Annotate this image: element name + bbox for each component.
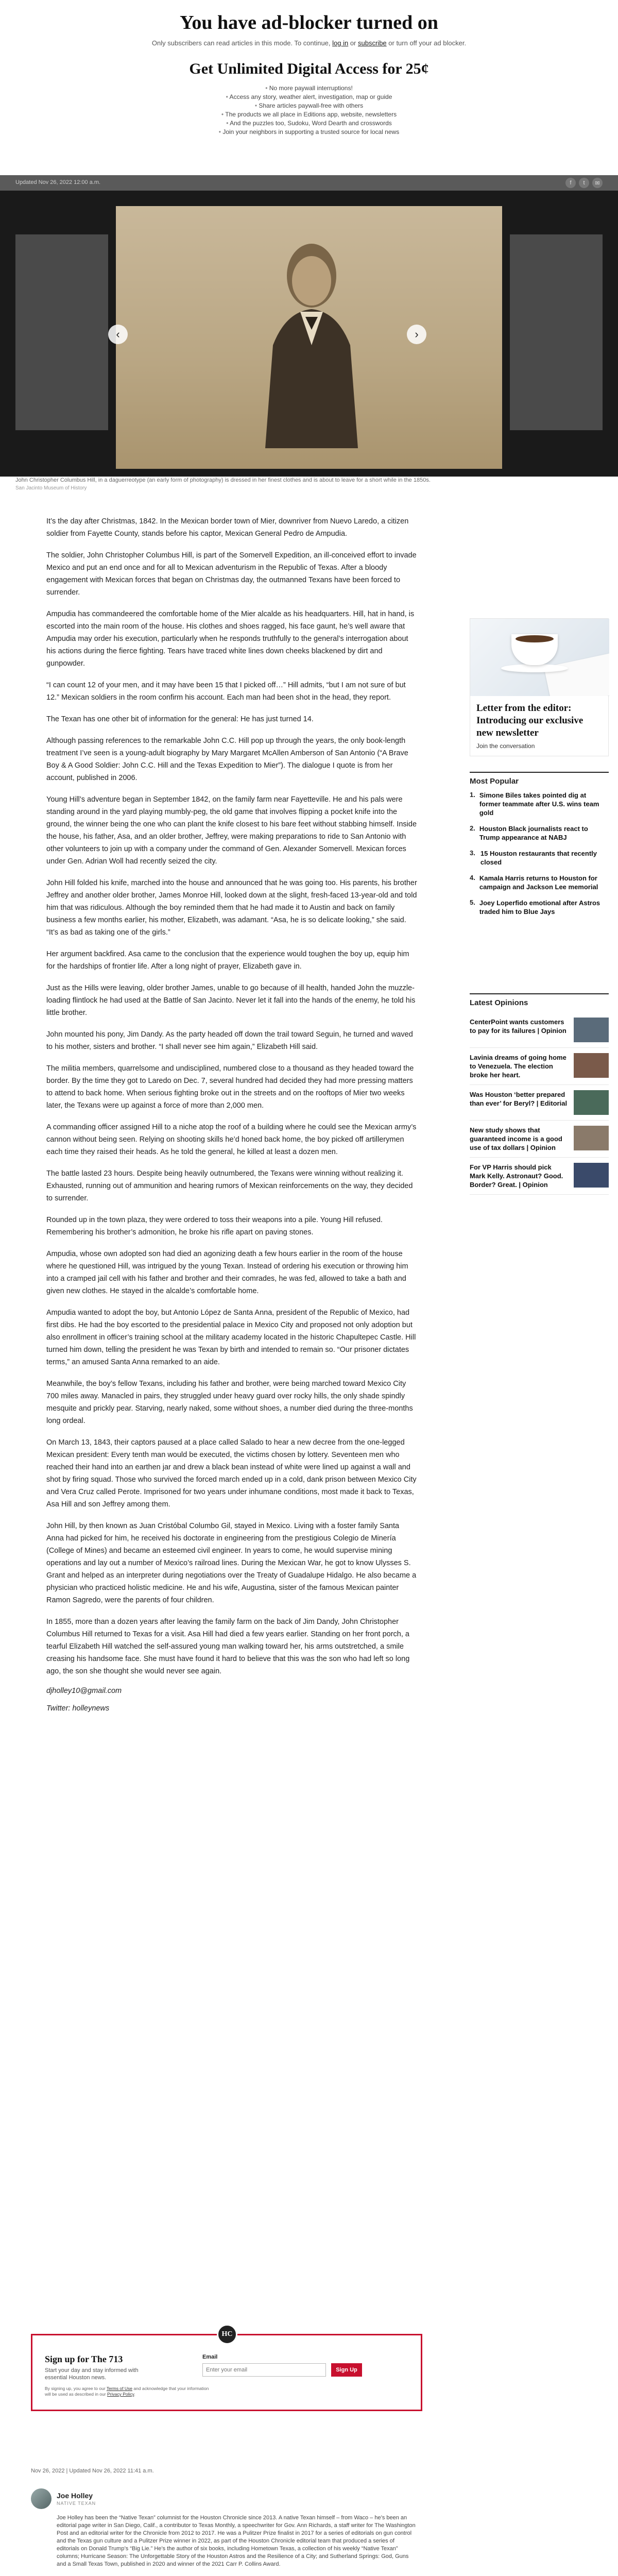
latest-opinion-title[interactable]: Lavinia dreams of going home to Venezuela. The election broke her heart. xyxy=(470,1054,566,1079)
article-paragraph: Ampudia wanted to adopt the boy, but Antonio López de Santa Anna, president of the Republic of Mexico, had first dibs. He had the boy escorted to the presidential palace in Mexico City and proposed not only adoption but also enrollment in officer’s training school at the military academy located in the historic Chapultepec Castle. Hill turned him down, telling the president he was Texan by birth and intended to remain so. “Our prisoner dictates terms,” an amused Santa Anna remarked to an aide. xyxy=(46,1309,416,1366)
opinion-thumbnail[interactable] xyxy=(574,1090,609,1115)
adblock-subtext: Only subscribers can read articles in this mode. To continue, log in or subscribe or turn off your ad blocker. xyxy=(151,39,467,47)
facebook-icon[interactable]: f xyxy=(565,178,576,188)
newsletter-heading: Sign up for The 713 xyxy=(45,2354,123,2364)
opinion-thumbnail[interactable] xyxy=(574,1163,609,1188)
privacy-link[interactable]: Privacy Policy xyxy=(107,2392,134,2397)
signup-button[interactable]: Sign Up xyxy=(331,2363,362,2377)
author-avatar xyxy=(31,2488,52,2509)
perk-item: • Share articles paywall-free with others xyxy=(0,101,618,110)
opinion-thumbnail[interactable] xyxy=(574,1053,609,1078)
popular-title[interactable]: Kamala Harris returns to Houston for campaign and Jackson Lee memorial xyxy=(479,874,598,891)
opinion-thumbnail[interactable] xyxy=(574,1126,609,1150)
editor-letter-promo[interactable] xyxy=(470,618,609,756)
carousel-next-button[interactable]: › xyxy=(407,325,426,344)
subscribe-link[interactable]: subscribe xyxy=(358,39,387,47)
popular-title[interactable]: Houston Black journalists react to Trump appearance at NABJ xyxy=(479,825,588,841)
article-paragraph: Ampudia has commandeered the comfortable home of the Mier alcalde as his headquarters. Hill, hat in hand, is escorted into the main room of the house. His clothes and shoes ragged, his face gaunt, he’s well aware that Ampudia may order his execution, particularly when he responds truthfully to the general’s interrogation about his actions during the fierce fighting. Tears have traced white lines down cheeks blackened by dirt and gunpowder. xyxy=(46,610,415,668)
offer-heading: Get Unlimited Digital Access for 25¢ xyxy=(189,60,429,77)
photo-carousel xyxy=(0,191,618,477)
prev-slide-preview xyxy=(15,234,108,430)
popular-rank: 2. xyxy=(470,824,475,832)
latest-opinions-list xyxy=(470,1012,609,1195)
portrait-illustration xyxy=(245,227,379,448)
photo-caption: John Christopher Columbus Hill, in a daguerreotype (an early form of photography) is dressed in her finest clothes and is about to leave for a short while in the 1850s. San Jacinto Museum of History xyxy=(15,477,448,492)
article-paragraph: A commanding officer assigned Hill to a niche atop the roof of a building where he could see the Mexican army’s cannon without being seen. Relying on shooting skills he’d honed back home, the boy picked off artillerymen each time they raised their heads. As he told the general, he killed at least a dozen men. xyxy=(46,1123,417,1156)
photo-credit: San Jacinto Museum of History xyxy=(15,485,87,491)
popular-item[interactable] xyxy=(470,824,609,842)
coffee-image xyxy=(470,619,609,696)
adblock-overlay xyxy=(0,0,618,175)
article-paragraph: Meanwhile, the boy’s fellow Texans, including his father and brother, were being marched toward Mexico City 700 miles away. Manacled in pairs, they struggled under heavy guard over rocky hills, the only shade spindly mesquite and prickly pear. Starving, nearly naked, some without shoes, a number died during the three-months long ordeal. xyxy=(46,1380,413,1425)
promo-title[interactable]: Letter from the editor: Introducing our exclusive new newsletter xyxy=(476,703,583,738)
latest-opinion-title[interactable]: For VP Harris should pick Mark Kelly. Astronaut? Good. Border? Great. | Opinion xyxy=(470,1163,563,1189)
perk-item: • Access any story, weather alert, investigation, map or guide xyxy=(0,93,618,101)
promo-cta[interactable]: Join the conversation xyxy=(476,742,535,750)
next-slide-preview xyxy=(510,234,603,430)
latest-opinion-item[interactable] xyxy=(470,1048,609,1085)
opinion-thumbnail[interactable] xyxy=(574,1018,609,1042)
article-paragraph: It’s the day after Christmas, 1842. In the Mexican border town of Mier, downriver from Nuevo Laredo, a citizen soldier from Fayette County, stands before his captor, Mexican General Pedro de Ampudia. xyxy=(46,517,409,538)
latest-opinion-item[interactable] xyxy=(470,1085,609,1121)
carousel-prev-button[interactable]: ‹ xyxy=(108,325,128,344)
author-box xyxy=(31,2488,422,2568)
newsletter-legal: By signing up, you agree to our Terms of Use and acknowledge that your information will be used as described in our Privacy Policy. xyxy=(45,2386,209,2397)
terms-link[interactable]: Terms of Use xyxy=(106,2386,132,2391)
author-role: NATIVE TEXAN xyxy=(57,2501,96,2506)
article-paragraph: Although passing references to the remarkable John C.C. Hill pop up through the years, the only book-length treatment I’ve seen is a young-adult biography by Mary Margaret McAllen Amberson of San Antonio (“A Brave Boy & A Good Soldier: John C.C. Hill and the Texas Expedition to Mier”). The dialogue I quote is from her account, published in 2006. xyxy=(46,737,408,782)
updated-date: Updated Nov 26, 2022 12:00 a.m. xyxy=(15,179,101,185)
newsletter-signup xyxy=(31,2330,422,2411)
perk-item: • And the puzzles too, Sudoku, Word Dearth and crosswords xyxy=(0,119,618,128)
share-bar xyxy=(565,178,603,188)
popular-rank: 3. xyxy=(470,849,475,857)
article-paragraph: Ampudia, whose own adopted son had died an agonizing death a few hours earlier in the room of the house where he questioned Hill, was intrigued by the young Texan. Instead of ordering his execution or throwing him into a cramped jail cell with his father and brother and their comrades, he was fed, allowed to take a bath and given new clothes. He stayed in the alcalde’s comfortable home. xyxy=(46,1250,408,1295)
daguerreotype-photo xyxy=(116,206,502,469)
popular-title[interactable]: 15 Houston restaurants that recently closed xyxy=(480,850,597,866)
article-paragraph: The Texan has one other bit of information for the general: He has just turned 14. xyxy=(46,715,314,723)
popular-rank: 5. xyxy=(470,899,475,906)
article-paragraph: John mounted his pony, Jim Dandy. As the party headed off down the trail toward Seguin, he turned and waved to his mother, sisters and brother. “I shall never see him again,” Elizabeth Hill said. xyxy=(46,1030,413,1051)
sidebar xyxy=(470,515,609,1195)
popular-title[interactable]: Joey Loperfido emotional after Astros traded him to Blue Jays xyxy=(479,899,600,916)
article-body xyxy=(46,515,417,1722)
article-paragraph: The militia members, quarrelsome and undisciplined, numbered close to a thousand as they headed toward the border. By the time they got to Laredo on Dec. 7, several hundred had decided they had more pressing matters to attend to back home. When serious fighting broke out in the streets and on the rooftops of Mier two weeks later, the Texans were up against a force of more than 2,000 men. xyxy=(46,1064,414,1110)
latest-opinion-item[interactable] xyxy=(470,1121,609,1158)
latest-opinion-item[interactable] xyxy=(470,1012,609,1048)
author-name[interactable]: Joe Holley xyxy=(57,2492,93,2500)
popular-item[interactable] xyxy=(470,874,609,891)
article-paragraph: John Hill folded his knife, marched into the house and announced that he was going too. His parents, his brother Jeffrey and another older brother, James Monroe Hill, looked down at the slight, fresh-faced 13-year-old and told him that was ridiculous. Although the boy reminded them that he had made it to Austin and back on family business a few months earlier, his mother, Elizabeth, was adamant. “Asa, he is so delicate looking,” she said. “It’s as bad as taking one of the girls.” xyxy=(46,879,417,937)
author-twitter[interactable]: Twitter: holleynews xyxy=(46,1704,110,1713)
latest-opinion-title[interactable]: Was Houston ‘better prepared than ever’ for Beryl? | Editorial xyxy=(470,1091,568,1107)
perk-item: • The products we all place in Editions app, website, newsletters xyxy=(0,110,618,119)
email-input[interactable] xyxy=(202,2363,326,2377)
latest-opinion-title[interactable]: New study shows that guaranteed income is a good use of tax dollars | Opinion xyxy=(470,1126,562,1151)
houston-chronicle-logo: HC xyxy=(217,2324,237,2345)
article-meta-bar xyxy=(0,175,618,191)
most-popular-heading: Most Popular xyxy=(470,772,609,786)
popular-item[interactable] xyxy=(470,791,609,817)
login-link[interactable]: log in xyxy=(332,39,349,47)
author-bio: Joe Holley has been the “Native Texan” columnist for the Houston Chronicle since 2013. A native Texan himself – from Waco – he’s been an editorial page writer in San Diego, Calif., a contributor to Texas Monthly, a speechwriter for Gov. Ann Richards, a staff writer for The Washington Post and an editorial writer for the Chronicle from 2012 to 2017. He was a Pulitzer Prize finalist in 2017 for a series of editorials on gun control and the Texas gun culture and a Pulitzer Prize winner in 2022, as part of the Houston Chronicle editorial team that produced a series of editorials on Donald Trump’s “Big Lie.” He’s the author of six books, including Hometown Texas, a collection of his weekly “Native Texan” columns; Hurricane Season: The Unforgettable Story of the Houston Astros and the Resilience of a City; and Sutherland Springs: God, Guns and a Small Texas Town, published in 2020 and winner of the 2021 Carr P. Collins Award. xyxy=(57,2515,416,2567)
article-paragraph: Rounded up in the town plaza, they were ordered to toss their weapons into a pile. Young Hill refused. Remembering his brother’s admonition, he broke his rifle apart on paving stones. xyxy=(46,1216,383,1236)
article-paragraph: John Hill, by then known as Juan Cristóbal Columbo Gil, stayed in Mexico. Living with a foster family Santa Anna had picked for him, he received his doctorate in engineering from the prestigious Colegio de Minería (College of Mines) and became an esteemed civil engineer. In years to come, he would supervise mining operations and lay out a number of Mexico’s railroad lines. During the Mexican War, he got to know Ulysses S. Grant and helped as an interpreter during negotiations over the Treaty of Guadalupe Hidalgo. He also became a physician who practiced holistic medicine. He and his wife, Augustina, sister of the famous Mexican painter Ramon Sagredo, were the parents of four children. xyxy=(46,1522,417,1604)
latest-opinions-heading: Latest Opinions xyxy=(470,993,609,1007)
perk-item: • No more paywall interruptions! xyxy=(0,84,618,93)
article-paragraph: The soldier, John Christopher Columbus Hill, is part of the Somervell Expedition, an ill-conceived effort to invade Mexico and put an end once and for all to Mexican adventurism in the Republic of Texas. After a bloody engagement with Mexican forces that began on Christmas day, the outmanned Texans have been forced to surrender. xyxy=(46,551,417,597)
perk-item: • Join your neighbors in supporting a trusted source for local news xyxy=(0,128,618,137)
article-paragraph: On March 13, 1843, their captors paused at a place called Salado to hear a new decree from the one-legged Mexican president: Every tenth man would be executed, the victims chosen by lottery. Seventeen men who reached their hand into an earthen jar and drew a black bean instead of white were lined up against a wall and shot by firing squad. Those who survived the forced march ended up in a cold, dank prison between Mexico City and Vera Cruz called Perote. Imprisoned for two years under inhumane conditions, most made it back to Texas, Asa Hill and son Jeffrey among them. xyxy=(46,1438,417,1509)
latest-opinion-title[interactable]: CenterPoint wants customers to pay for its failures | Opinion xyxy=(470,1018,566,1035)
email-label: Email xyxy=(202,2354,218,2360)
popular-item[interactable] xyxy=(470,849,609,867)
most-popular-list xyxy=(470,791,609,916)
latest-opinion-item[interactable] xyxy=(470,1158,609,1195)
popular-item[interactable] xyxy=(470,899,609,916)
publish-dates: Nov 26, 2022 | Updated Nov 26, 2022 11:41 a.m. xyxy=(31,2468,154,2474)
author-email[interactable]: djholley10@gmail.com xyxy=(46,1687,122,1695)
popular-rank: 1. xyxy=(470,791,475,799)
article-paragraph: Her argument backfired. Asa came to the conclusion that the experience would toughen the boy up, equip him for the hardships of frontier life. After a long night of prayer, Elizabeth gave in. xyxy=(46,950,409,971)
newsletter-desc: Start your day and stay informed with essential Houston news. xyxy=(45,2367,139,2381)
popular-title[interactable]: Simone Biles takes pointed dig at former teammate after U.S. wins team gold xyxy=(479,791,599,817)
twitter-icon[interactable]: t xyxy=(579,178,589,188)
article-paragraph: “I can count 12 of your men, and it may have been 15 that I picked off…” Hill admits, “but I am not sure of but 12.” Mexican soldiers in the room confirm his account. Each man had been shot in the head, they report. xyxy=(46,681,406,702)
article-paragraph: The battle lasted 23 hours. Despite being heavily outnumbered, the Texans were winning without realizing it. Exhausted, running out of ammunition and hearing rumors of Mexican reinforcements on the way, they decided to surrender. xyxy=(46,1170,413,1202)
article-paragraph: Young Hill’s adventure began in September 1842, on the family farm near Fayetteville. He and his pals were standing around in the yard playing mumbly-peg, the old game that involves flipping a pocket knife into the ground, the winner being the one who can plant the knife closest to his bare feet without stabbing himself. Inside the house, his father, Asa, and an older brother, Jeffrey, were making preparations to ride to San Antonio with other volunteers to join up with a company under the command of Gen. Alexander Somervell. Mexican forces under Gen. Adrian Woll had recently seized the city. xyxy=(46,795,417,866)
perks-list xyxy=(0,84,618,137)
article-paragraph: In 1855, more than a dozen years after leaving the family farm on the back of Jim Dandy, John Christopher Columbus Hill returned to Texas for a visit. Asa Hill had died a few years earlier. Standing on her front porch, a tearful Elizabeth Hill watched the self-assured young man walking toward her, his arms outstretched, a smile creasing his handsome face. She must have found it hard to believe that this was the son who had left so long ago, the son she thought she would never see again. xyxy=(46,1618,410,1675)
adblock-title: You have ad-blocker turned on xyxy=(180,12,438,33)
article-paragraph: Just as the Hills were leaving, older brother James, unable to go because of ill health, handed John the muzzle-loading flintlock he had used at the Battle of San Jacinto. Never let it fall into the hands of the enemy, he told his little brother. xyxy=(46,984,416,1017)
email-icon[interactable]: ✉ xyxy=(592,178,603,188)
popular-rank: 4. xyxy=(470,874,475,882)
